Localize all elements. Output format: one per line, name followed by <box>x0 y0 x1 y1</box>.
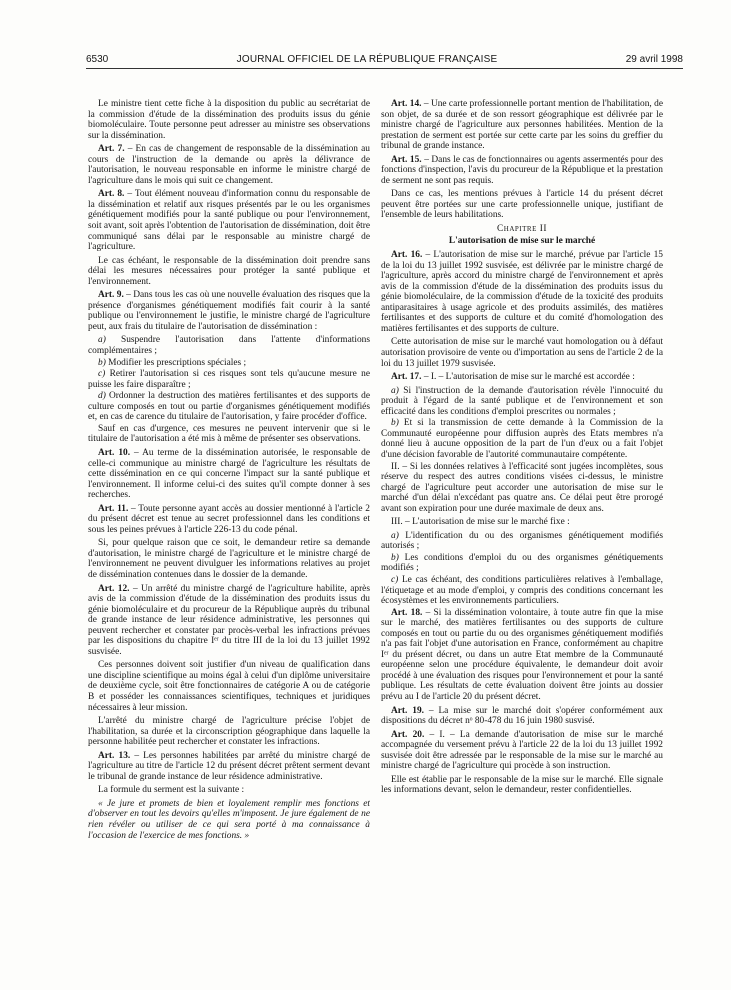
paragraph: III. – L'autorisation de mise sur le marché fixe : <box>391 517 570 528</box>
list-text: Le cas échéant, des conditions particulières relatives à l'emballage, l'étiquetage et au mode d'emploi, y compris des conditions concernant les écosystèmes et les environnements particuliers. <box>381 574 663 607</box>
list-text: Suspendre l'autorisation dans l'attente d'informations complémentaires ; <box>88 335 370 357</box>
article-20 <box>381 730 663 772</box>
article-13 <box>88 751 370 783</box>
article-7 <box>88 144 370 186</box>
article-text: – I. – L'autorisation de mise sur le marché est accordée : <box>421 372 635 383</box>
article-9 <box>88 290 370 332</box>
article-label: Art. 15. <box>391 154 422 165</box>
list-item <box>88 358 370 369</box>
list-letter: a) <box>98 335 106 346</box>
list-letter: c) <box>98 369 106 380</box>
paragraph: II. – Si les données relatives à l'efficacité sont jugées incomplètes, sous réserve du respect des autres conditions visées ci-dessus, le ministre chargé de l'agriculture peut accorder une autorisation de mise sur le marché d'un délai n'excédant pas quatre ans. Ce délai peut être prorogé avant son expiration pour une durée maximale de deux ans. <box>381 461 663 514</box>
article-text: – Tout élément nouveau d'information connu du responsable de la dissémination et relatif aux risques présentés par le ou les organismes génétiquement modifiés pour la santé publique ou pour l'environnement, soit avant, soit après l'obtention de l'autorisation de dissémination, doit être communiqué sans délai par le responsable au ministre chargé de l'agriculture. <box>88 189 370 253</box>
paragraph: Dans ce cas, les mentions prévues à l'article 14 du présent décret peuvent être portées sur une carte professionnelle unique, justifiant de l'ensemble de leurs habilitations. <box>381 189 663 221</box>
paragraph: Sauf en cas d'urgence, ces mesures ne peuvent intervenir que si le titulaire de l'autorisation a été mis à même de présenter ses observations. <box>88 423 370 445</box>
chapter-heading: Chapitre II <box>497 224 547 235</box>
paragraph: La formule du serment est la suivante : <box>98 785 245 796</box>
left-column <box>88 99 370 974</box>
article-text: – I. – La demande d'autorisation de mise sur le marché accompagnée du versement prévu à l'article 22 de la loi du 13 juillet 1992 susvisée doit être adressée par le responsable de la mise sur le marché au ministre chargé de l'agriculture qui procède à son instruction. <box>381 729 663 772</box>
list-text: Et si la transmission de cette demande à la Commission de la Communauté européenne pour diffusion auprès des Etats membres n'a donné lieu à aucune opposition de la part de l'un d'eux ou a fait l'objet d'une décision favorable de l'autorité communautaire compétente. <box>381 418 663 460</box>
list-item <box>381 575 663 607</box>
right-column <box>381 99 663 974</box>
article-18 <box>381 608 663 703</box>
article-label: Art. 13. <box>98 750 131 761</box>
list-item <box>88 391 370 423</box>
list-item <box>381 386 663 418</box>
article-text: – Les personnes habilitées par arrêté du ministre chargé de l'agriculture au titre de l'article 12 du présent décret prêtent serment devant le tribunal de grande instance de leur résidence administrative. <box>88 750 370 782</box>
article-text: – Un arrêté du ministre chargé de l'agriculture habilite, après avis de la commission d'étude de la dissémination des produits issus du génie biomoléculaire et du procureur de la République auprès du tribunal de grande instance de leur résidence administrative, les personnes qui peuvent rechercher et constater par procès-verbal les infractions prévues par les dispositions du chapitre Iᵉʳ du titre III de la loi du 13 juillet 1992 susvisée. <box>88 583 370 657</box>
list-item <box>381 418 663 460</box>
list-text: L'identification du ou des organismes génétiquement modifiés autorisés ; <box>381 530 663 552</box>
article-label: Art. 7. <box>98 144 125 155</box>
article-17 <box>381 372 663 383</box>
article-text: – Au terme de la dissémination autorisée, le responsable de celle-ci communique au ministre chargé de l'agriculture les résultats de cette dissémination en ce qui concerne l'impact sur la santé publique et l'environnement. Il informe celui-ci des suites qu'il compte donner à ses recherches. <box>88 447 370 501</box>
article-text: – La mise sur le marché doit s'opérer conformément aux dispositions du décret nᵒ 80-478 du 16 juin 1980 susvisé. <box>381 705 663 727</box>
list-text: Les conditions d'emploi du ou des organismes génétiquements modifiés ; <box>381 552 663 574</box>
article-12 <box>88 584 370 658</box>
article-text: – Toute personne ayant accès au dossier mentionné à l'article 2 du présent décret est tenue au secret professionnel dans les conditions et sous les peines prévues à l'article 226-13 du code pénal. <box>88 503 370 535</box>
article-16 <box>381 250 663 334</box>
paragraph: Le cas échéant, le responsable de la dissémination doit prendre sans délai les mesures nécessaires pour protéger la santé publique et l'environnement. <box>88 255 370 287</box>
list-item <box>88 335 370 356</box>
list-item <box>88 369 370 390</box>
header-rule <box>86 68 683 69</box>
article-14 <box>381 99 663 152</box>
article-8 <box>88 189 370 252</box>
paragraph: L'arrêté du ministre chargé de l'agriculture précise l'objet de l'habilitation, sa durée et la circonscription géographique dans laquelle la personne habilitée peut rechercher et constater les infractions. <box>88 716 370 748</box>
article-label: Art. 17. <box>391 372 422 383</box>
article-text: – En cas de changement de responsable de la dissémination au cours de l'instruction de la demande ou après la délivrance de l'autorisation, le nouveau responsable en informe le ministre chargé de l'agriculture dans le mois qui suit ce changement. <box>88 144 370 186</box>
article-label: Art. 12. <box>98 583 130 594</box>
article-label: Art. 19. <box>391 705 424 716</box>
list-letter: b) <box>391 418 399 429</box>
article-text: – L'autorisation de mise sur le marché, prévue par l'article 15 de la loi du 13 juillet 1992 susvisée, est délivrée par le ministre chargé de l'agriculture, après accord du ministre chargé de l'environnement et après avis de la commission d'étude de la dissémination des produits issus du génie biomoléculaire, de la commission d'étude de la toxicité des produits antiparasitaires à usage agricole et des produits assimilés, des matières fertilisantes et des supports de culture et du comité d'homologation des matières fertilisantes et des supports de culture. <box>381 250 663 334</box>
article-text: – Si la dissémination volontaire, à toute autre fin que la mise sur le marché, des matières fertilisantes ou des supports de culture composés en tout ou partie du ou des organismes génétiquement modifiés n'a pas fait l'objet d'une autorisation en France, conformément au chapitre Iᵉʳ du présent décret, ou dans un autre Etat membre de la Communauté européenne selon une procédure équivalente, le demandeur doit avoir procédé à une évaluation des risques pour l'environnement et pour la santé publique. Les résultats de cette évaluation doivent être joints au dossier prévu au I de l'article 20 du présent décret. <box>381 607 663 702</box>
paragraph: Ces personnes doivent soit justifier d'un niveau de qualification dans une discipline scientifique au moins égal à celui d'un diplôme universitaire de deuxième cycle, soit être fonctionnaires de catégorie A ou de catégorie B et posséder les connaissances scientifiques, techniques et juridiques nécessaires à leur mission. <box>88 660 370 713</box>
article-text: – Une carte professionnelle portant mention de l'habilitation, de son objet, de sa durée et de son ressort géographique est délivrée par le ministre chargé de l'agriculture aux personnes habilitées. Mention de la prestation de serment est portée sur cette carte par les soins du greffier du tribunal de grande instance. <box>381 99 663 152</box>
paragraph: Le ministre tient cette fiche à la disposition du public au secrétariat de la commission d'étude de la dissémination des produits issus du génie biomoléculaire. Toute personne peut adresser au ministre ses observations sur la dissémination. <box>88 99 370 141</box>
article-label: Art. 14. <box>391 99 422 109</box>
article-label: Art. 20. <box>391 729 425 740</box>
paragraph: Si, pour quelque raison que ce soit, le demandeur retire sa demande d'autorisation, le ministre chargé de l'agriculture et le ministre chargé de l'environnement ne peuvent divulguer les informations relatives au projet de dissémination contenues dans le dossier de la demande. <box>88 538 370 580</box>
article-label: Art. 10. <box>98 447 131 458</box>
list-letter: b) <box>98 357 106 368</box>
article-19 <box>381 706 663 727</box>
article-label: Art. 8. <box>98 189 125 200</box>
page-number: 6530 <box>86 54 109 65</box>
article-text: – Dans le cas de fonctionnaires ou agents assermentés pour des fonctions d'inspection, l'avis du procureur de la République et la prestation de serment ne sont pas requis. <box>381 154 663 186</box>
list-text: Retirer l'autorisation si ces risques sont tels qu'aucune mesure ne puisse les faire disparaître ; <box>88 369 370 390</box>
article-label: Art. 18. <box>391 607 423 618</box>
list-item <box>381 531 663 552</box>
list-letter: c) <box>391 574 399 585</box>
publication-date: 29 avril 1998 <box>625 54 683 65</box>
article-label: Art. 16. <box>391 250 423 261</box>
article-11 <box>88 504 370 536</box>
list-letter: d) <box>98 391 106 402</box>
list-text: Si l'instruction de la demande d'autorisation révèle l'innocuité du produit à l'égard de la santé publique et de l'environnement et son efficacité dans les conditions d'emploi prescrites ou normales ; <box>381 385 663 417</box>
list-letter: a) <box>391 385 399 396</box>
paragraph: Cette autorisation de mise sur le marché vaut homologation ou à défaut autorisation provisoire de vente ou d'importation au sens de l'article 2 de la loi du 13 juillet 1979 susvisée. <box>381 337 663 369</box>
list-text: Modifier les prescriptions spéciales ; <box>105 357 247 368</box>
oath-text: « Je jure et promets de bien et loyalement remplir mes fonctions et d'observer en tout les devoirs qu'elles m'imposent. Je jure également de ne rien révéler ou utiliser de ce qui sera porté à ma connaissance à l'occasion de l'exercice de mes fonctions. » <box>88 798 370 841</box>
chapter-title: L'autorisation de mise sur le marché <box>448 235 596 246</box>
list-text: Ordonner la destruction des matières fertilisantes et des supports de culture composés en tout ou partie d'organismes génétiquement modifiés et, en cas de carence du titulaire de l'autorisation, y faire procéder d'office. <box>88 391 370 423</box>
article-10 <box>88 448 370 501</box>
list-item <box>381 553 663 574</box>
journal-title: JOURNAL OFFICIEL DE LA RÉPUBLIQUE FRANÇAISE <box>236 54 498 65</box>
article-text: – Dans tous les cas où une nouvelle évaluation des risques que la présence d'organismes génétiquement modifiés fait courir à la santé publique ou l'environnement le justifie, le ministre chargé de l'agriculture peut, aux frais du titulaire de l'autorisation de dissémination : <box>88 290 370 332</box>
paragraph: Elle est établie par le responsable de la mise sur le marché. Elle signale les informations devant, selon le demandeur, rester confidentielles. <box>381 774 663 796</box>
article-15 <box>381 155 663 187</box>
article-label: Art. 9. <box>98 290 124 301</box>
list-letter: b) <box>391 552 399 563</box>
list-letter: a) <box>391 530 399 541</box>
article-label: Art. 11. <box>98 503 129 514</box>
